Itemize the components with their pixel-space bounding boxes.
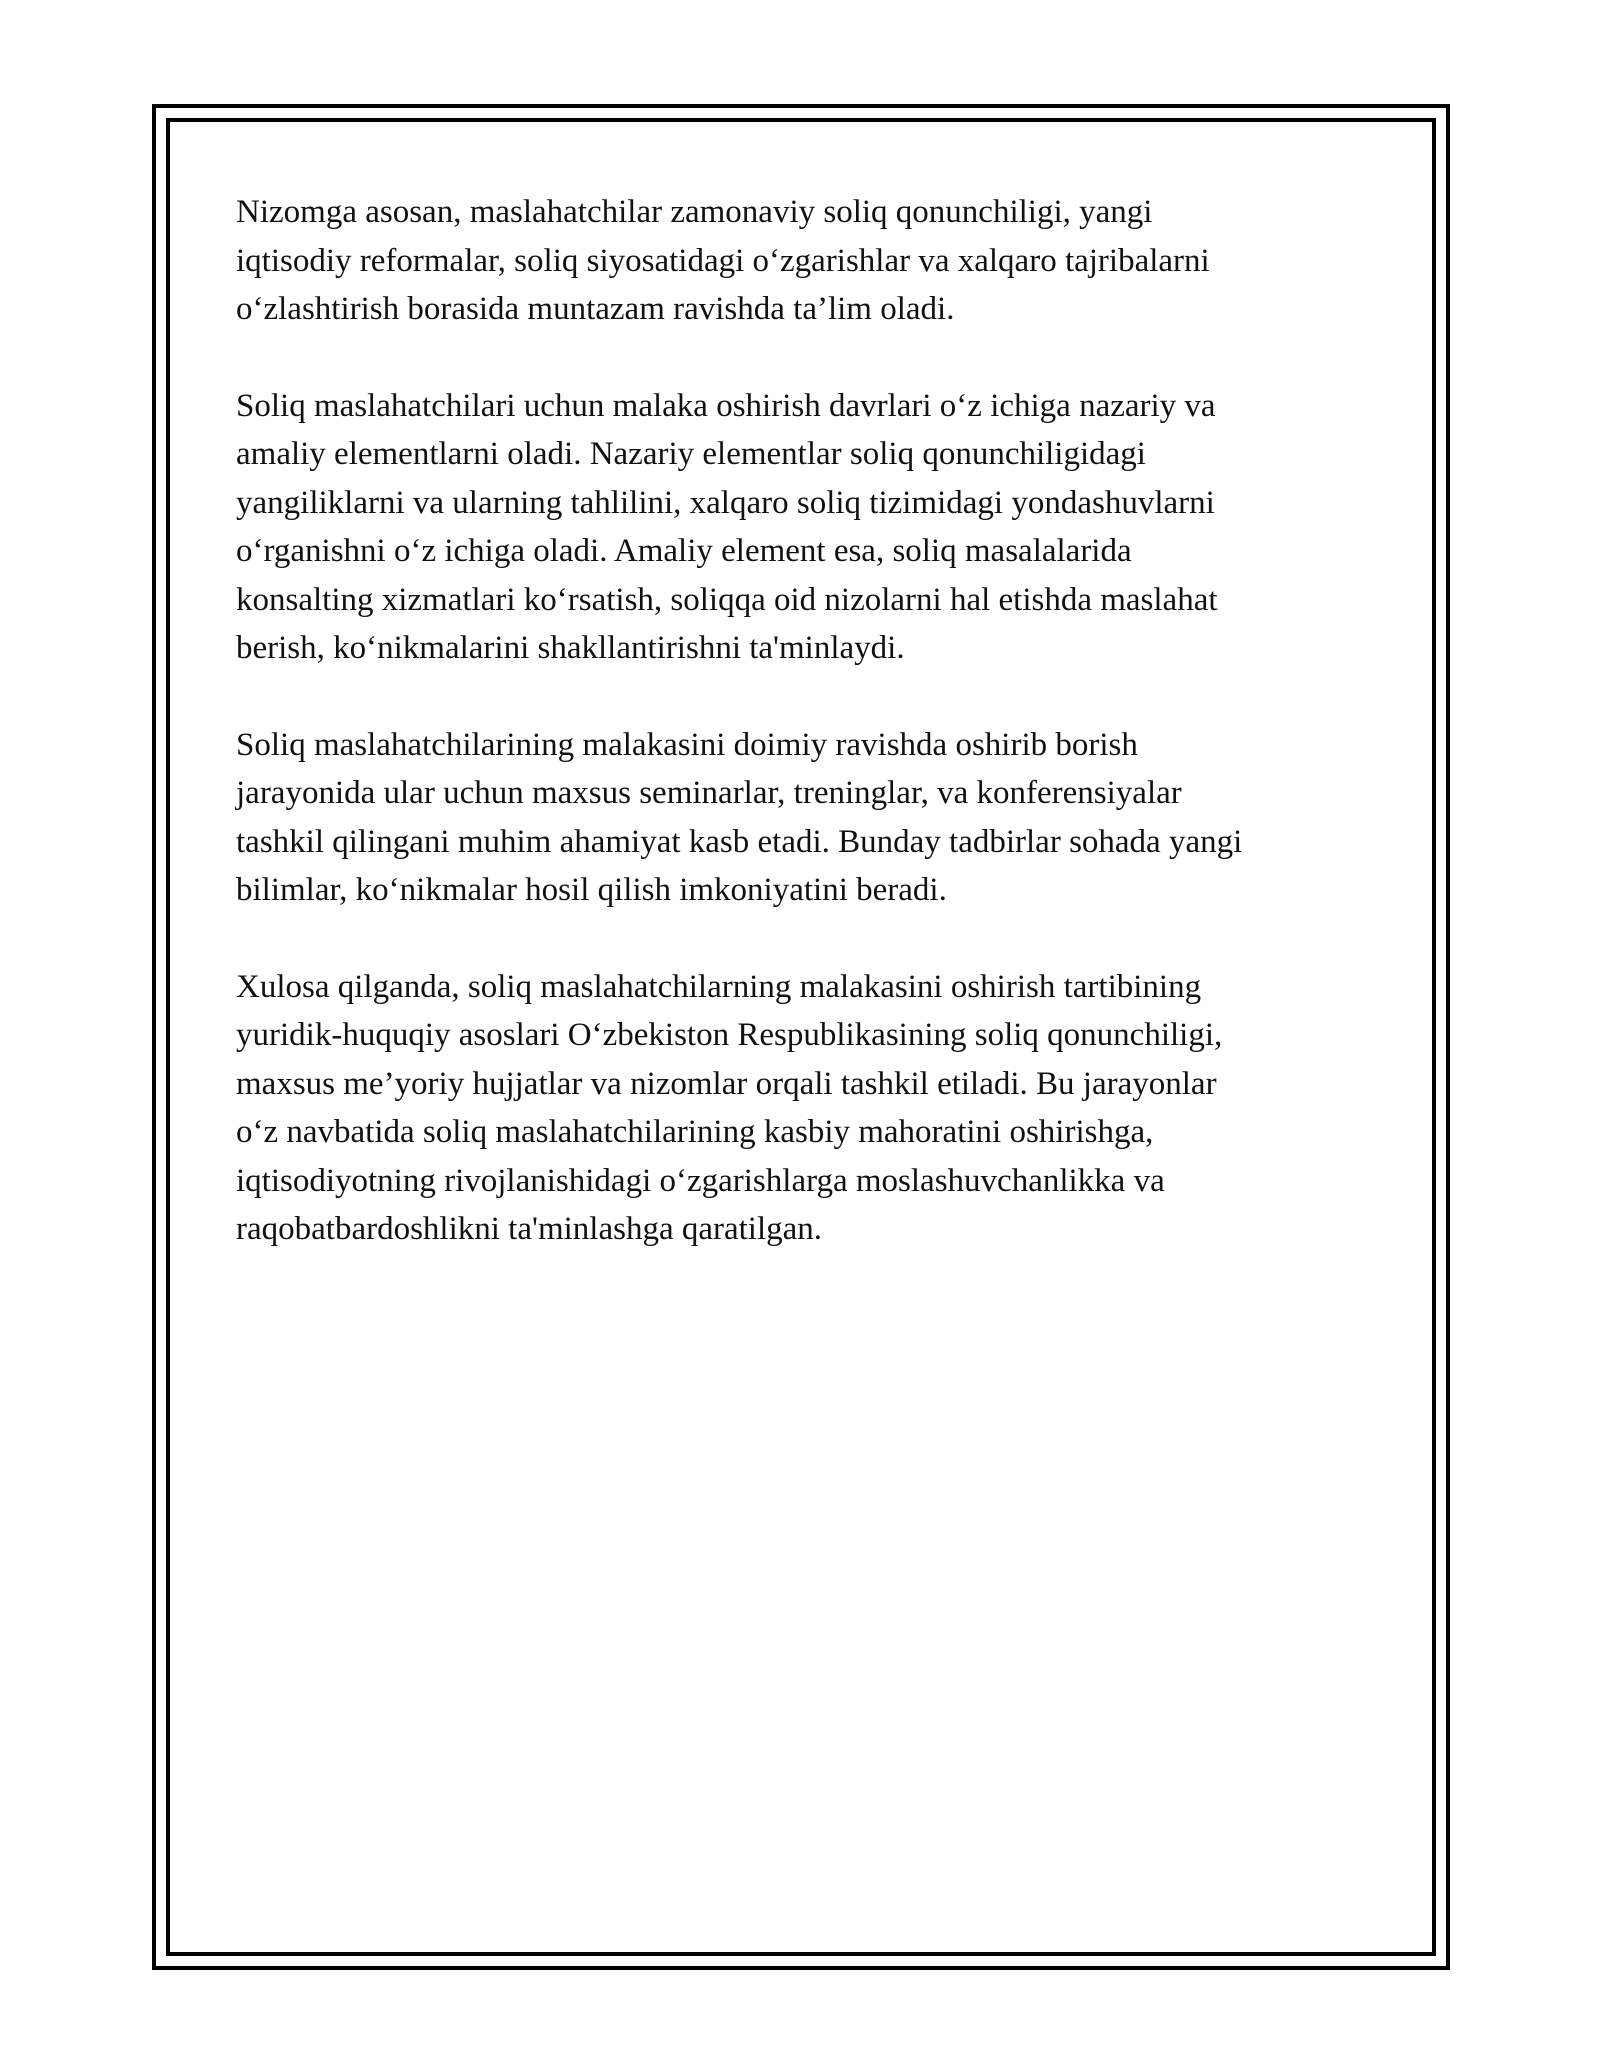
paragraph-4: Xulosa qilganda, soliq maslahatchilarning malakasini oshirish tartibining yuridik-huquqiy asoslari O‘zbekiston Respublikasining soliq qonunchiligi, maxsus me’yoriy hujjatlar va nizomlar orqali tashkil etiladi. Bu jarayonlar o‘z navbatida soliq maslahatchilarining kasbiy mahoratini oshirishga, iqtisodiyotning rivojlanishidagi o‘zgarishlarga moslashuvchanlikka va raqobatbardoshlikni ta'minlashga qaratilgan. — [236, 968, 1223, 1247]
paragraph-3: Soliq maslahatchilarining malakasini doimiy ravishda oshirib borish jarayonida ular uchun maxsus seminarlar, treninglar, va konferensiyalar tashkil qilingani muhim ahamiyat kasb etadi. Bunday tadbirlar sohada yangi bilimlar, ko‘nikmalar hosil qilish imkoniyatini beradi. — [236, 726, 1243, 908]
paragraph-1: Nizomga asosan, maslahatchilar zamonaviy soliq qonunchiligi, yangi iqtisodiy reformalar, soliq siyosatidagi o‘zgarishlar va xalqaro tajribalarni o‘zlashtirish borasida muntazam ravishda ta’lim oladi. — [236, 194, 1210, 327]
paragraph-2: Soliq maslahatchilari uchun malaka oshirish davrlari o‘z ichiga nazariy va amaliy elementlarni oladi. Nazariy elementlar soliq qonunchiligidagi yangiliklarni va ularning tahlilini, xalqaro soliq tizimidagi yondashuvlarni o‘rganishni o‘z ichiga oladi. Amaliy element esa, soliq masalalarida konsalting xizmatlari ko‘rsatish, soliqqa oid nizolarni hal etishda maslahat berish, ko‘nikmalarini shakllantirishni ta'minlaydi. — [236, 387, 1218, 666]
document-body — [236, 188, 1366, 1302]
